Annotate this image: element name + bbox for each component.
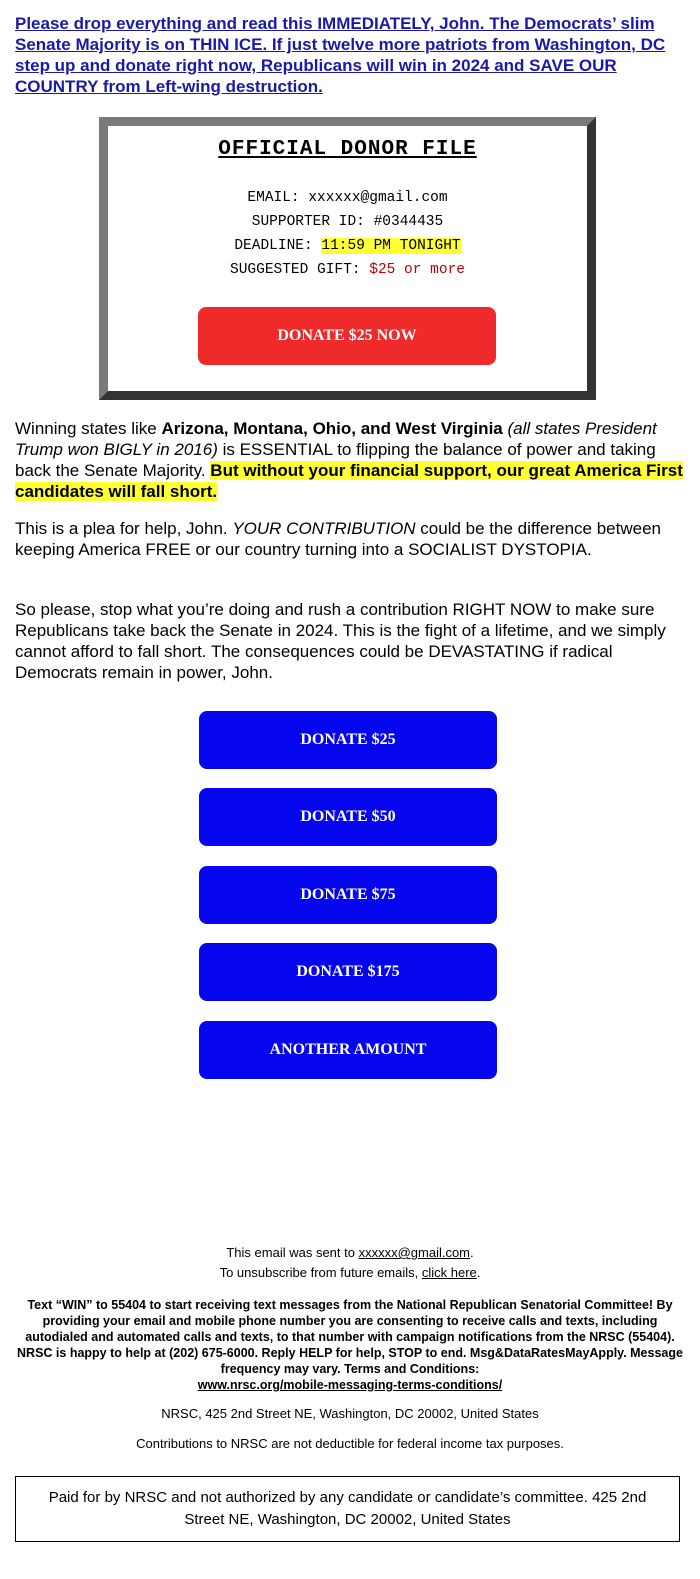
para2-text-1: This is a plea for help, John. [15, 519, 233, 538]
donor-email-line [108, 190, 587, 206]
sent-to-period: . [470, 1245, 474, 1260]
supporter-id-line [108, 214, 587, 230]
supporter-id-label: SUPPORTER ID: [251, 214, 365, 230]
supporter-id-value: #0344435 [373, 214, 444, 230]
suggested-gift-value: $25 or more [369, 262, 465, 278]
headline-link[interactable]: Please drop everything and read this IMMEDIATELY, John. The Democrats’ slim Senate Majority is on THIN ICE. If just twelve more patriots from Washington, DC step up and donate right now, Republicans will win in 2024 and SAVE OUR COUNTRY from Left-wing destruction. [15, 14, 666, 96]
sent-to-text: This email was sent to [226, 1245, 359, 1260]
email-value: xxxxxx@gmail.com [308, 190, 448, 206]
sms-terms-link[interactable]: www.nrsc.org/mobile-messaging-terms-conditions/ [197, 1378, 503, 1392]
paid-for-disclaimer: Paid for by NRSC and not authorized by any candidate or candidate’s committee. 425 2nd Street NE, Washington, DC 20002, United States [15, 1476, 680, 1542]
donate-25-button[interactable]: DONATE $25 [199, 711, 497, 769]
suggested-gift-label: SUGGESTED GIFT: [230, 262, 361, 278]
unsubscribe-link[interactable]: click here [421, 1265, 477, 1280]
nrsc-address: NRSC, 425 2nd Street NE, Washington, DC 20002, United States [161, 1406, 539, 1421]
unsubscribe-text: To unsubscribe from future emails, [219, 1265, 422, 1280]
sms-text: Text “WIN” to 55404 to start receiving text messages from the National Republican Senatorial Committee! By providing your email and mobile phone number you are consenting to receive calls and texts, including autodialed and automated calls and texts, to that number with campaign notifications from the NRSC (55404). NRSC is happy to help at (202) 675-6000. Reply HELP for help, STOP to end. Msg&DataRatesMayApply. Message frequency may vary. Terms and Conditions: [17, 1298, 683, 1376]
suggested-gift-line [108, 262, 587, 278]
email-label: EMAIL: [247, 190, 300, 206]
deadline-line [108, 238, 587, 254]
deadline-value: 11:59 PM TONIGHT [321, 238, 461, 254]
rush-paragraph: So please, stop what you’re doing and rush a contribution RIGHT NOW to make sure Republicans take back the Senate in 2024. This is the fight of a lifetime, and we simply cannot afford to fall short. The consequences could be DEVASTATING if radical Democrats remain in power, John. [15, 600, 666, 682]
tax-note: Contributions to NRSC are not deductible for federal income tax purposes. [136, 1436, 564, 1451]
donate-50-button[interactable]: DONATE $50 [199, 788, 497, 846]
official-donor-file [99, 117, 596, 400]
para1-text-3: is ESSENTIAL to flipping the balance of power and taking back the Senate Majority. [15, 440, 656, 480]
sent-to-line [0, 1243, 700, 1263]
your-contribution: YOUR CONTRIBUTION [232, 519, 416, 538]
states-paragraph [15, 418, 685, 502]
plea-paragraph [15, 518, 685, 560]
trump-note: (all states President Trump won BIGLY in 2016) [15, 419, 657, 459]
recipient-email-link[interactable]: xxxxxx@gmail.com [358, 1245, 471, 1260]
states-list: Arizona, Montana, Ohio, and West Virginia [161, 419, 503, 438]
unsubscribe-line [0, 1263, 700, 1283]
donate-25-now-button[interactable]: DONATE $25 NOW [198, 307, 496, 365]
another-amount-button[interactable]: ANOTHER AMOUNT [199, 1021, 497, 1079]
deadline-label: DEADLINE: [234, 238, 313, 254]
para2-text-2: could be the difference between keeping America FREE or our country turning into a SOCIALIST DYSTOPIA. [15, 519, 661, 559]
financial-support-highlight: But without your financial support, our great America First candidates will fall short. [15, 461, 683, 501]
unsubscribe-period: . [476, 1265, 481, 1280]
donate-75-button[interactable]: DONATE $75 [199, 866, 497, 924]
sms-disclaimer [16, 1297, 684, 1393]
para1-text-1: Winning states like [15, 419, 162, 438]
donate-175-button[interactable]: DONATE $175 [199, 943, 497, 1001]
donor-file-title: OFFICIAL DONOR FILE [218, 138, 477, 161]
